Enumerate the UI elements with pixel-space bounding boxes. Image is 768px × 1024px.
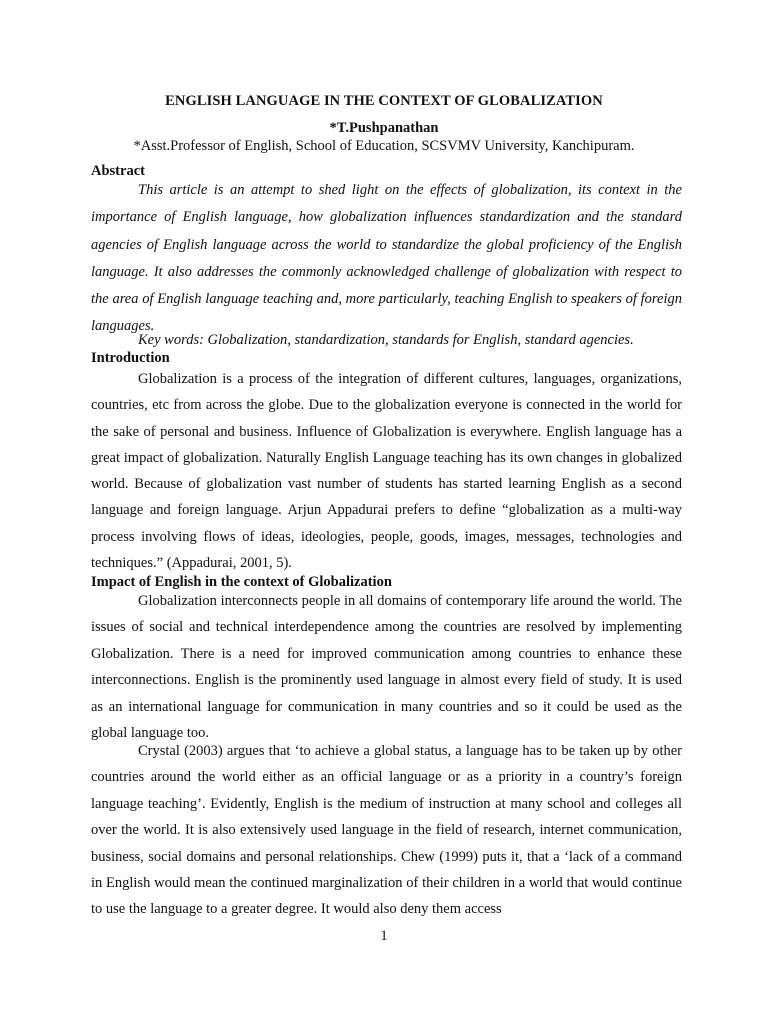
paper-title: ENGLISH LANGUAGE IN THE CONTEXT OF GLOBALIZATION <box>165 93 603 109</box>
impact-paragraph-2: Crystal (2003) argues that ‘to achieve a global status, a language has to be taken up by other countries around the world either as an official language or as a priority in a country’s foreign language teaching’. Evidently, English is the medium of instruction at many school and colleges all over the world. It is also extensively used language in the field of research, internet communication, business, social domains and personal relationships. Chew (1999) puts it, that a ‘lack of a command in English would mean the continued marginalization of their children in a world that would continue to use the language to a greater degree. It would also deny them access <box>91 743 682 918</box>
introduction-heading: Introduction <box>91 350 170 366</box>
abstract-text: This article is an attempt to shed light on the effects of globalization, its context in the importance of English language, how globalization influences standardization and the standard agencies of English language across the world to standardize the global proficiency of the English language. It also addresses the commonly acknowledged challenge of globalization with respect to the area of English language teaching and, more particularly, teaching English to speakers of foreign languages. <box>91 182 682 335</box>
keywords-line: Key words: Globalization, standardization, standards for English, standard agencies. <box>138 332 634 348</box>
page-number: 1 <box>380 928 388 944</box>
impact-heading: Impact of English in the context of Globalization <box>91 574 392 590</box>
introduction-paragraph: Globalization is a process of the integration of different cultures, languages, organizations, countries, etc from across the globe. Due to the globalization everyone is connected in the world for the sake of personal and business. Influence of Globalization is everywhere. English language has a great impact of globalization. Naturally English Language teaching has its own changes in globalized world. Because of globalization vast number of students has started learning English as a second language and foreign language. Arjun Appadurai prefers to define “globalization as a multi-way process involving flows of ideas, ideologies, people, goods, images, messages, technologies and techniques.” (Appadurai, 2001, 5). <box>91 371 682 572</box>
abstract-heading: Abstract <box>91 163 145 179</box>
author-affiliation: *Asst.Professor of English, School of Education, SCSVMV University, Kanchipuram. <box>133 138 635 154</box>
impact-paragraph-1: Globalization interconnects people in all domains of contemporary life around the world. The issues of social and technical interdependence among the countries are resolved by implementing Globalization. There is a need for improved communication among countries to enhance these interconnections. English is the prominently used language in almost every field of study. It is used as an international language for communication in many countries and so it could be used as the global language too. <box>91 593 682 742</box>
author-name: *T.Pushpanathan <box>329 120 439 136</box>
